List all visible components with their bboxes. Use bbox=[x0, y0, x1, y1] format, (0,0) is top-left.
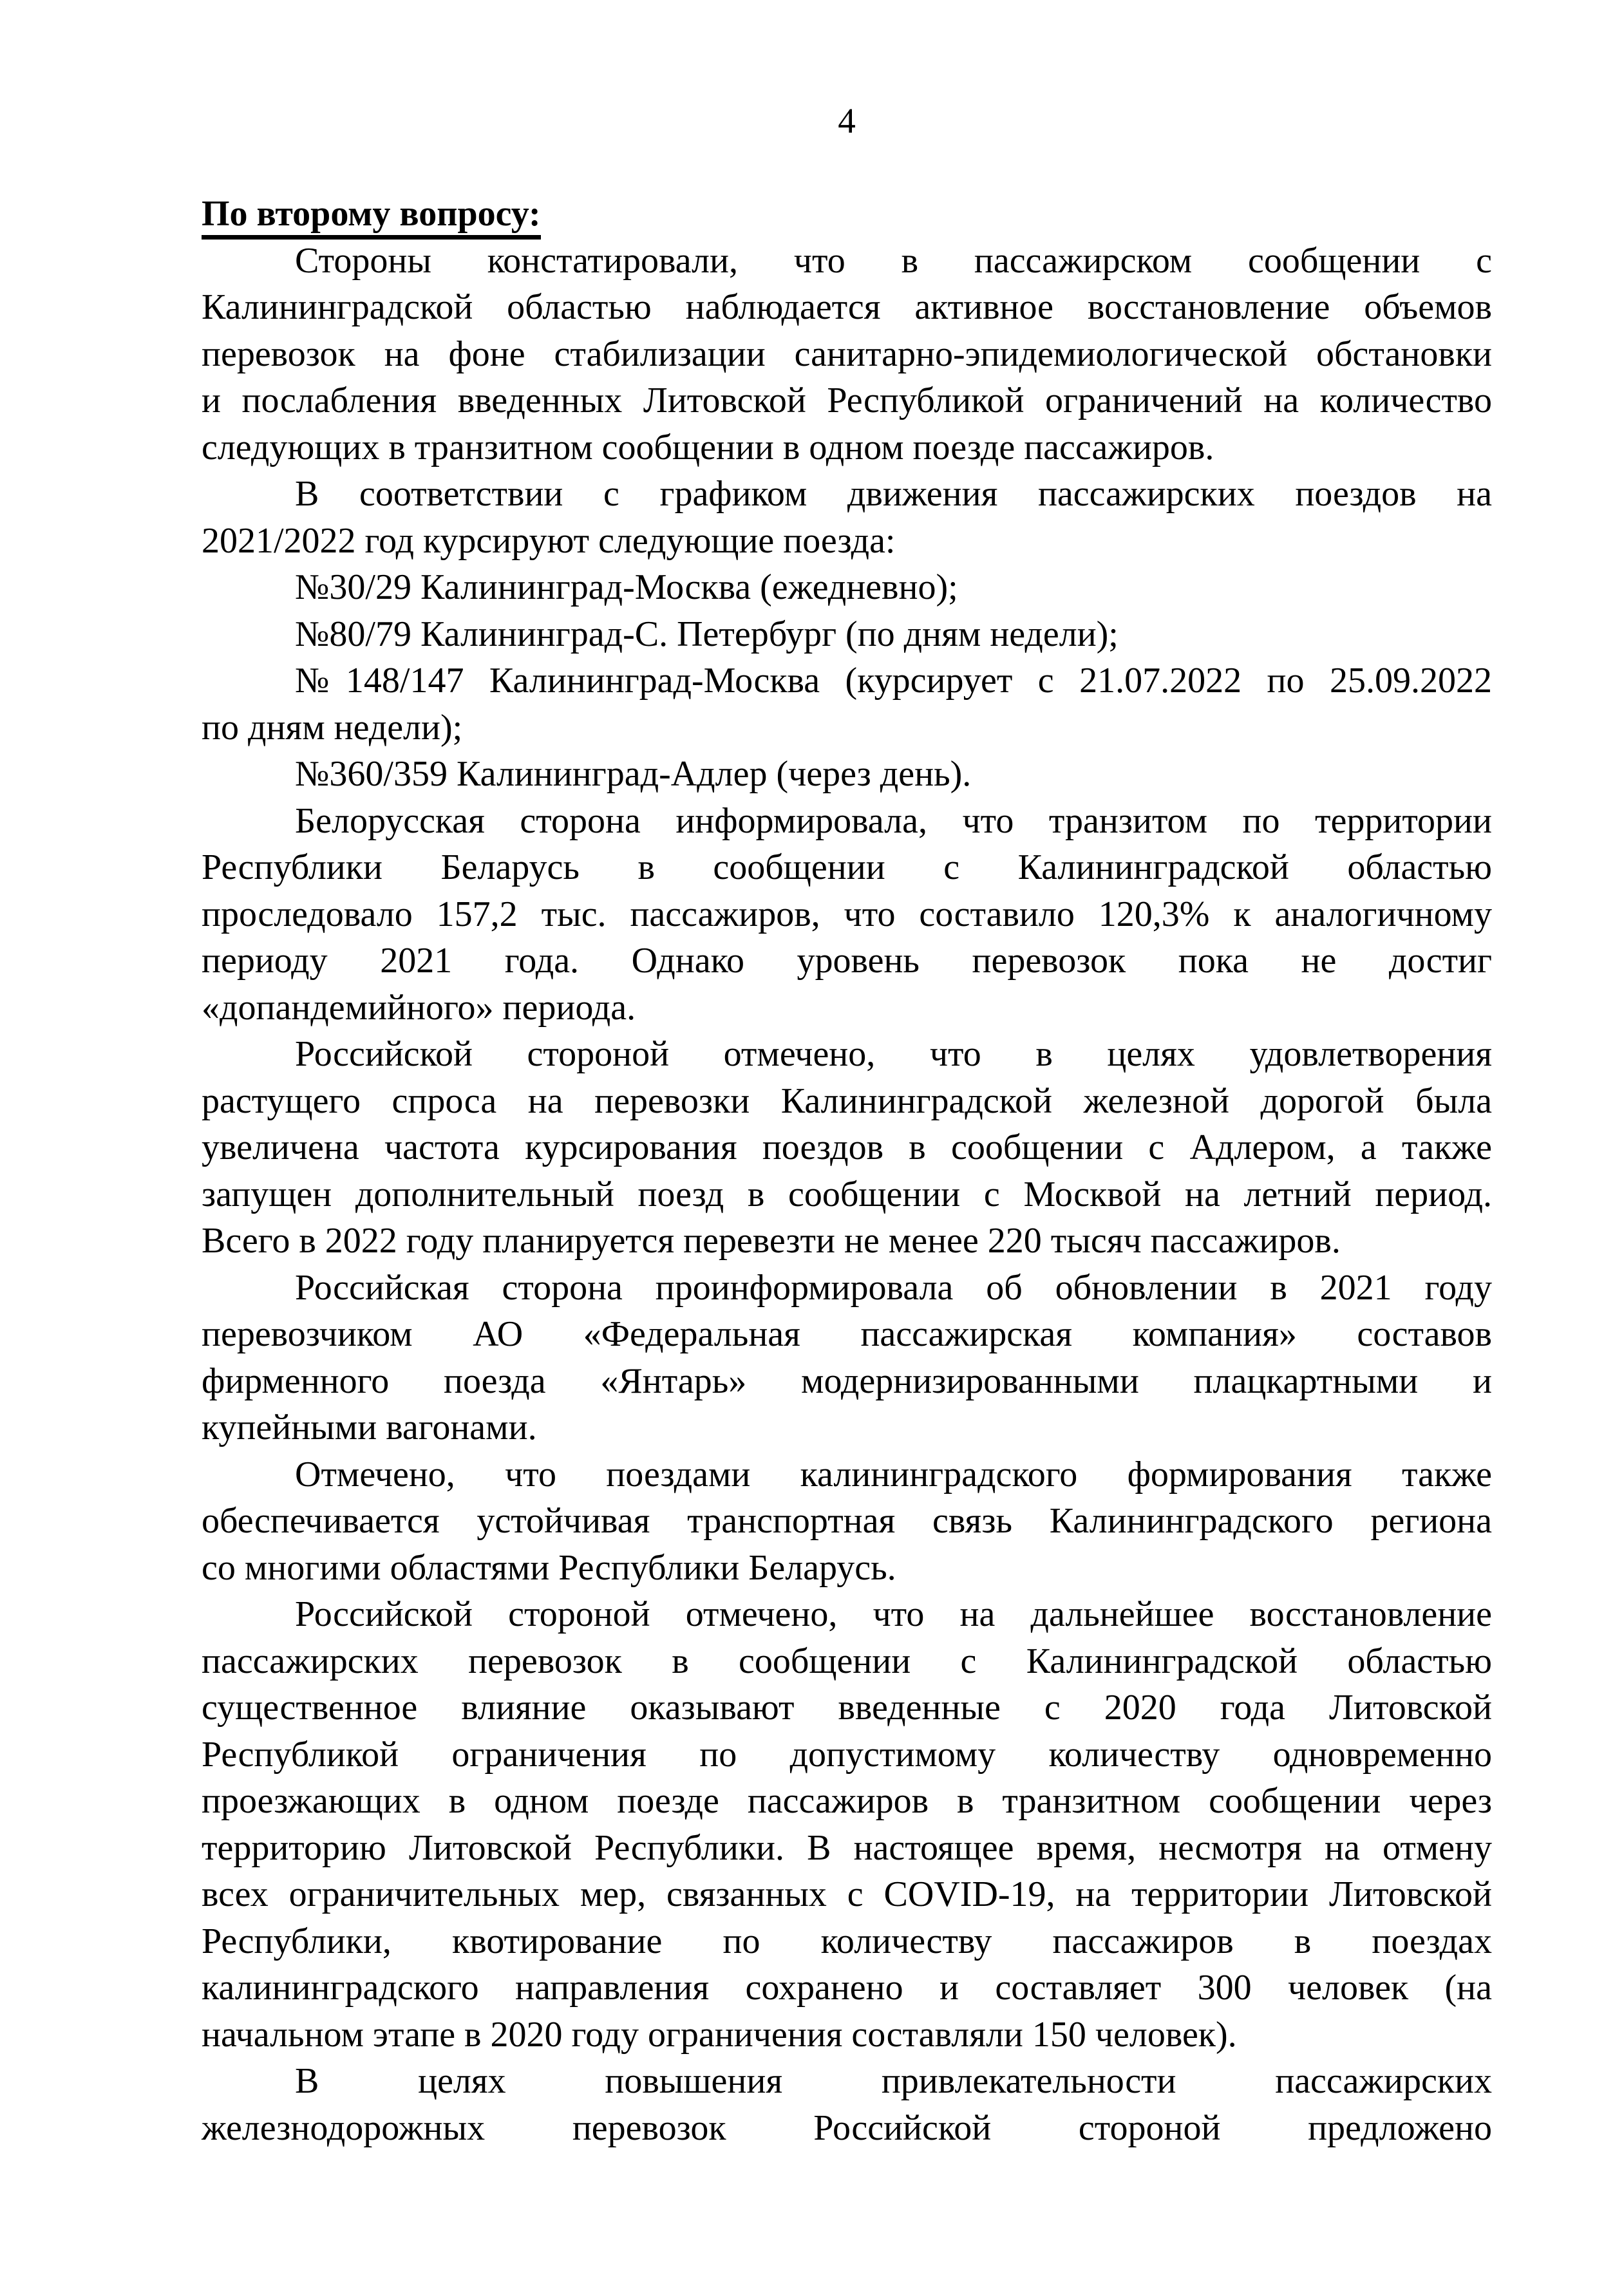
section-heading-underlined-text: По второму вопросу: bbox=[202, 194, 541, 240]
text-line: проезжающих в одном поезде пассажиров в транзитном сообщении через bbox=[202, 1781, 1492, 1821]
text-line: увеличена частота курсирования поездов в сообщении с Адлером, а также bbox=[202, 1127, 1492, 1167]
text-line: №148/147 Калининград-Москва (курсирует с 21.07.2022 по 25.09.2022 bbox=[295, 661, 1492, 701]
text-line: «допандемийного» периода. bbox=[202, 987, 636, 1028]
text-line: проследовало 157,2 тыс. пассажиров, что составило 120,3% к аналогичному bbox=[202, 894, 1492, 934]
text-line: Республики Беларусь в сообщении с Калининградской областью bbox=[202, 847, 1492, 887]
text-line: территорию Литовской Республики. В настоящее время, несмотря на отмену bbox=[202, 1827, 1492, 1868]
paragraphs bbox=[202, 238, 1492, 2152]
text-line: существенное влияние оказывают введенные с 2020 года Литовской bbox=[202, 1688, 1492, 1728]
text-line: следующих в транзитном сообщении в одном поезде пассажиров. bbox=[202, 427, 1214, 467]
text-line: №30/29 Калининград-Москва (ежедневно); bbox=[295, 567, 958, 607]
text-line: по дням недели); bbox=[202, 707, 463, 748]
text-line: и послабления введенных Литовской Республикой ограничений на количество bbox=[202, 381, 1492, 420]
text-line: запущен дополнительный поезд в сообщении с Москвой на летний период. bbox=[202, 1174, 1492, 1214]
text-line: Калининградской областью наблюдается активное восстановление объемов bbox=[202, 287, 1492, 327]
text-line: калининградского направления сохранено и составляет 300 человек (на bbox=[202, 1968, 1492, 2008]
text-line: Белорусская сторона информировала, что транзитом по территории bbox=[295, 800, 1492, 841]
text-line: Стороны констатировали, что в пассажирском сообщении с bbox=[295, 240, 1492, 281]
text-block bbox=[202, 191, 1492, 2151]
text-line: Российской стороной отмечено, что в целях удовлетворения bbox=[295, 1034, 1492, 1074]
text-line: В соответствии с графиком движения пассажирских поездов на bbox=[295, 474, 1492, 514]
text-line: периоду 2021 года. Однако уровень перевозок пока не достиг bbox=[202, 941, 1492, 981]
text-line: купейными вагонами. bbox=[202, 1408, 537, 1447]
text-line: Отмечено, что поездами калининградского формирования также bbox=[295, 1454, 1492, 1494]
text-line: Российская сторона проинформировала об обновлении в 2021 году bbox=[295, 1267, 1492, 1308]
text-line: Российской стороной отмечено, что на дальнейшее восстановление bbox=[295, 1594, 1492, 1634]
text-line: пассажирских перевозок в сообщении с Калининградской областью bbox=[202, 1641, 1492, 1681]
text-line: начальном этапе в 2020 году ограничения составляли 150 человек). bbox=[202, 2014, 1237, 2055]
text-line: Республикой ограничения по допустимому количеству одновременно bbox=[202, 1734, 1492, 1775]
text-line: фирменного поезда «Янтарь» модернизированными плацкартными и bbox=[202, 1361, 1492, 1401]
text-line: 2021/2022 год курсируют следующие поезда: bbox=[202, 520, 896, 561]
text-line: В целях повышения привлекательности пассажирских bbox=[295, 2061, 1492, 2101]
text-line: №360/359 Калининград-Адлер (через день). bbox=[295, 754, 972, 794]
text-line: обеспечивается устойчивая транспортная связь Калининградского региона bbox=[202, 1501, 1492, 1541]
text-line: перевозок на фоне стабилизации санитарно-эпидемиологической обстановки bbox=[202, 334, 1492, 374]
page-number: 4 bbox=[838, 101, 856, 140]
text-line: железнодорожных перевозок Российской стороной предложено bbox=[202, 2107, 1492, 2148]
text-line: №80/79 Калининград-С. Петербург (по дням недели); bbox=[295, 614, 1119, 654]
text-line: Республики, квотирование по количеству пассажиров в поездах bbox=[202, 1921, 1492, 1961]
text-line: перевозчиком АО «Федеральная пассажирская компания» составов bbox=[202, 1314, 1492, 1354]
text-line: со многими областями Республики Беларусь. bbox=[202, 1547, 896, 1588]
text-line: Всего в 2022 году планируется перевезти не менее 220 тысяч пассажиров. bbox=[202, 1221, 1341, 1261]
text-line: всех ограничительных мер, связанных с COVID-19, на территории Литовской bbox=[202, 1874, 1492, 1914]
text-line: растущего спроса на перевозки Калининградской железной дорогой была bbox=[202, 1080, 1492, 1121]
section-heading bbox=[202, 191, 1492, 238]
